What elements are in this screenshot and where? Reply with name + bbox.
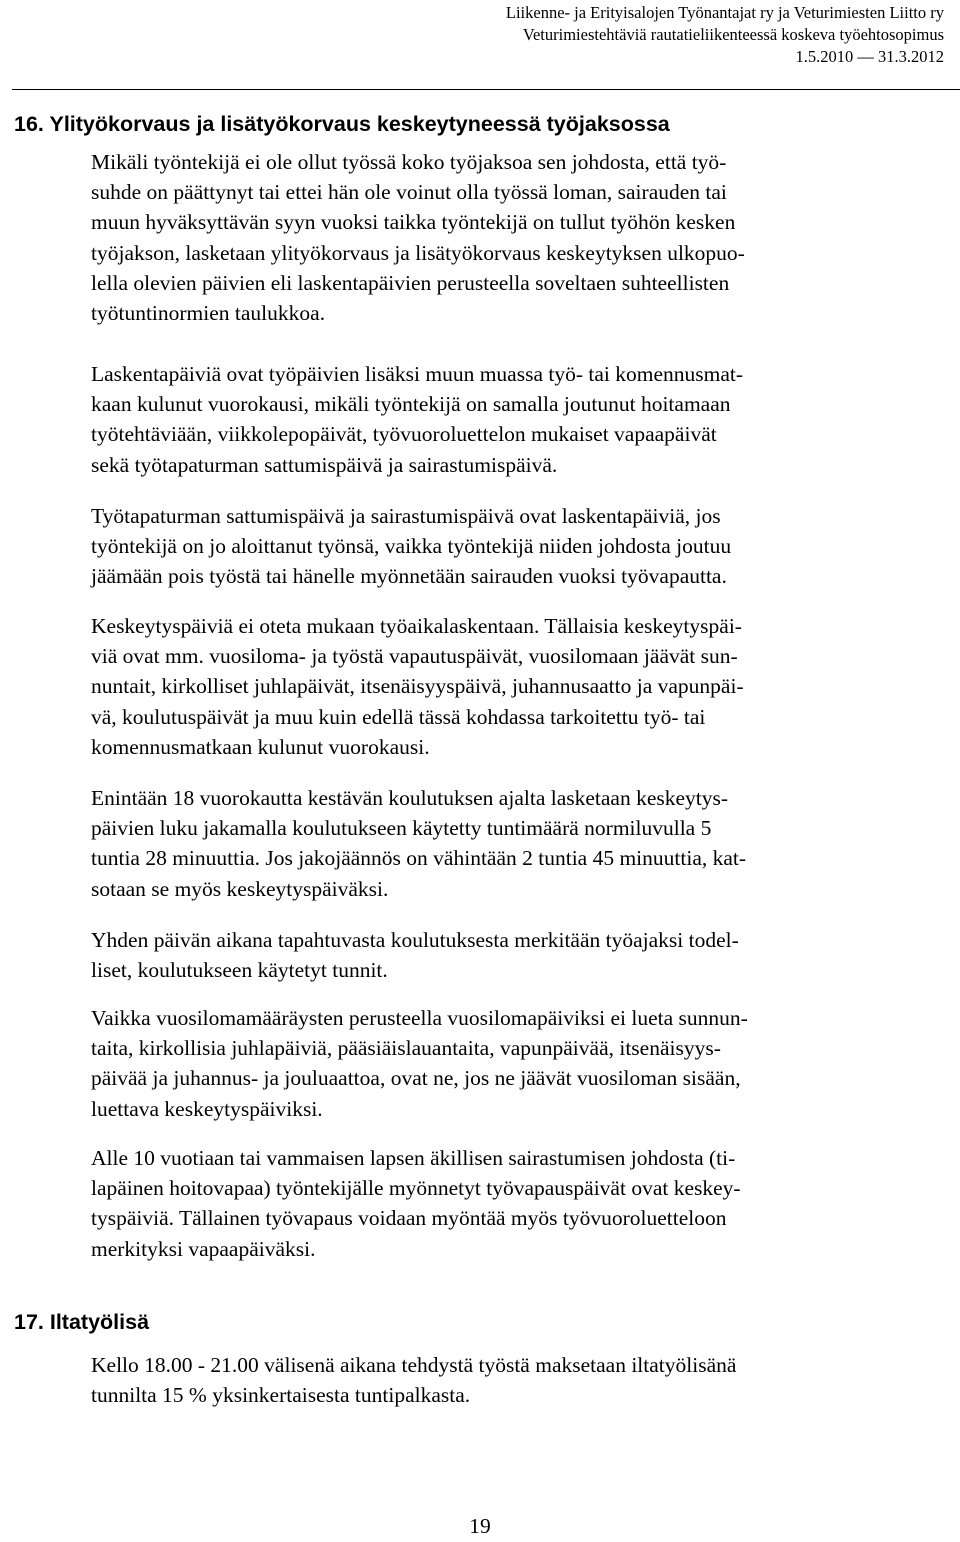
paragraph	[91, 1003, 946, 1124]
text-line: työtuntinormien taulukkoa.	[91, 301, 326, 326]
text-line: päivien luku jakamalla koulutukseen käytetty tuntimäärä normiluvulla 5	[91, 816, 712, 841]
header-agreement-title: Veturimiestehtäviä rautatieliikenteessä koskeva työehtosopimus	[522, 25, 944, 44]
text-line: luettava keskeytyspäiviksi.	[91, 1096, 323, 1121]
text-line: merkityksi vapaapäiväksi.	[91, 1236, 316, 1261]
text-line: Työtapaturman sattumispäivä ja sairastumispäivä ovat laskentapäiviä, jos	[91, 504, 721, 528]
text-line: Enintään 18 vuorokautta kestävän koulutuksen ajalta lasketaan keskeytys-	[91, 786, 729, 810]
text-line: työjakson, lasketaan ylityökorvaus ja lisätyökorvaus keskeytyksen ulkopuo-	[91, 240, 745, 265]
header-organization-line: Liikenne- ja Erityisalojen Työnantajat ry ja Veturimiesten Liitto ry	[505, 3, 944, 22]
text-line: tuntia 28 minuuttia. Jos jakojäännös on vähintään 2 tuntia 45 minuuttia, kat-	[91, 846, 747, 871]
text-line: Alle 10 vuotiaan tai vammaisen lapsen äkillisen sairastumisen johdosta (ti-	[91, 1146, 736, 1170]
text-line: työntekijä on jo aloittanut työnsä, vaikka työntekijä niiden johdosta joutuu	[91, 534, 732, 559]
text-line: Keskeytyspäiviä ei oteta mukaan työaikalaskentaan. Tällaisia keskeytyspäi-	[91, 614, 742, 638]
text-line: liset, koulutukseen käytetyt tunnit.	[91, 958, 388, 983]
text-line: Mikäli työntekijä ei ole ollut työssä koko työjaksoa sen johdosta, että työ-	[91, 150, 727, 174]
paragraph	[91, 501, 946, 592]
section-16-heading: 16. Ylityökorvaus ja lisätyökorvaus keskeytyneessä työjaksossa	[14, 112, 670, 136]
paragraph	[91, 1143, 946, 1264]
paragraph	[91, 1350, 946, 1410]
text-line: tunnilta 15 % yksinkertaisesta tuntipalkasta.	[91, 1383, 471, 1408]
text-line: komennusmatkaan kulunut vuorokausi.	[91, 734, 430, 759]
header-divider	[12, 89, 960, 90]
paragraph	[91, 359, 946, 480]
text-line: Yhden päivän aikana tapahtuvasta koulutuksesta merkitään työajaksi todel-	[91, 928, 739, 952]
text-line: tyspäiviä. Tällainen työvapaus voidaan myöntää myös työvuoroluetteloon	[91, 1206, 727, 1231]
header-validity-period: 1.5.2010 — 31.3.2012	[795, 47, 944, 66]
text-line: Kello 18.00 - 21.00 välisenä aikana tehdystä työstä maksetaan iltatyölisänä	[91, 1353, 737, 1377]
text-line: muun hyväksyttävän syyn vuoksi taikka työntekijä on tullut työhön kesken	[91, 210, 736, 235]
text-line: sotaan se myös keskeytyspäiväksi.	[91, 876, 389, 901]
text-line: suhde on päättynyt tai ettei hän ole voinut olla työssä loman, sairauden tai	[91, 180, 727, 205]
paragraph	[91, 925, 946, 985]
text-line: työtehtäviään, viikkolepopäivät, työvuoroluettelon mukaiset vapaapäivät	[91, 422, 717, 447]
text-line: päivää ja juhannus- ja jouluaattoa, ovat ne, jos ne jäävät vuosiloman sisään,	[91, 1066, 741, 1091]
text-line: sekä työtapaturman sattumispäivä ja sairastumispäivä.	[91, 452, 558, 477]
text-line: lella olevien päivien eli laskentapäivien perusteella soveltaen suhteellisten	[91, 270, 730, 295]
paragraph	[91, 783, 946, 904]
text-line: jäämään pois työstä tai hänelle myönnetään sairauden vuoksi työvapautta.	[91, 564, 727, 589]
section-17-heading: 17. Iltatyölisä	[14, 1310, 150, 1334]
text-line: kaan kulunut vuorokausi, mikäli työntekijä on samalla joutunut hoitamaan	[91, 392, 731, 417]
text-line: nuntait, kirkolliset juhlapäivät, itsenäisyyspäivä, juhannusaatto ja vapunpäi-	[91, 674, 744, 699]
page-number: 19	[469, 1514, 491, 1538]
text-line: Laskentapäiviä ovat työpäivien lisäksi muun muassa työ- tai komennusmat-	[91, 362, 744, 386]
paragraph	[91, 611, 946, 762]
paragraph	[91, 147, 946, 328]
text-line: taita, kirkollisia juhlapäiviä, pääsiäislauantaita, vapunpäivää, itsenäisyys-	[91, 1036, 721, 1061]
text-line: viä ovat mm. vuosiloma- ja työstä vapautuspäivät, vuosilomaan jäävät sun-	[91, 644, 738, 669]
text-line: lapäinen hoitovapaa) työntekijälle myönnetyt työvapauspäivät ovat keskey-	[91, 1176, 741, 1201]
text-line: Vaikka vuosilomamääräysten perusteella vuosilomapäiviksi ei lueta sunnun-	[91, 1006, 748, 1030]
page-header	[506, 2, 944, 68]
text-line: vä, koulutuspäivät ja muu kuin edellä tässä kohdassa tarkoitettu työ- tai	[91, 704, 706, 729]
